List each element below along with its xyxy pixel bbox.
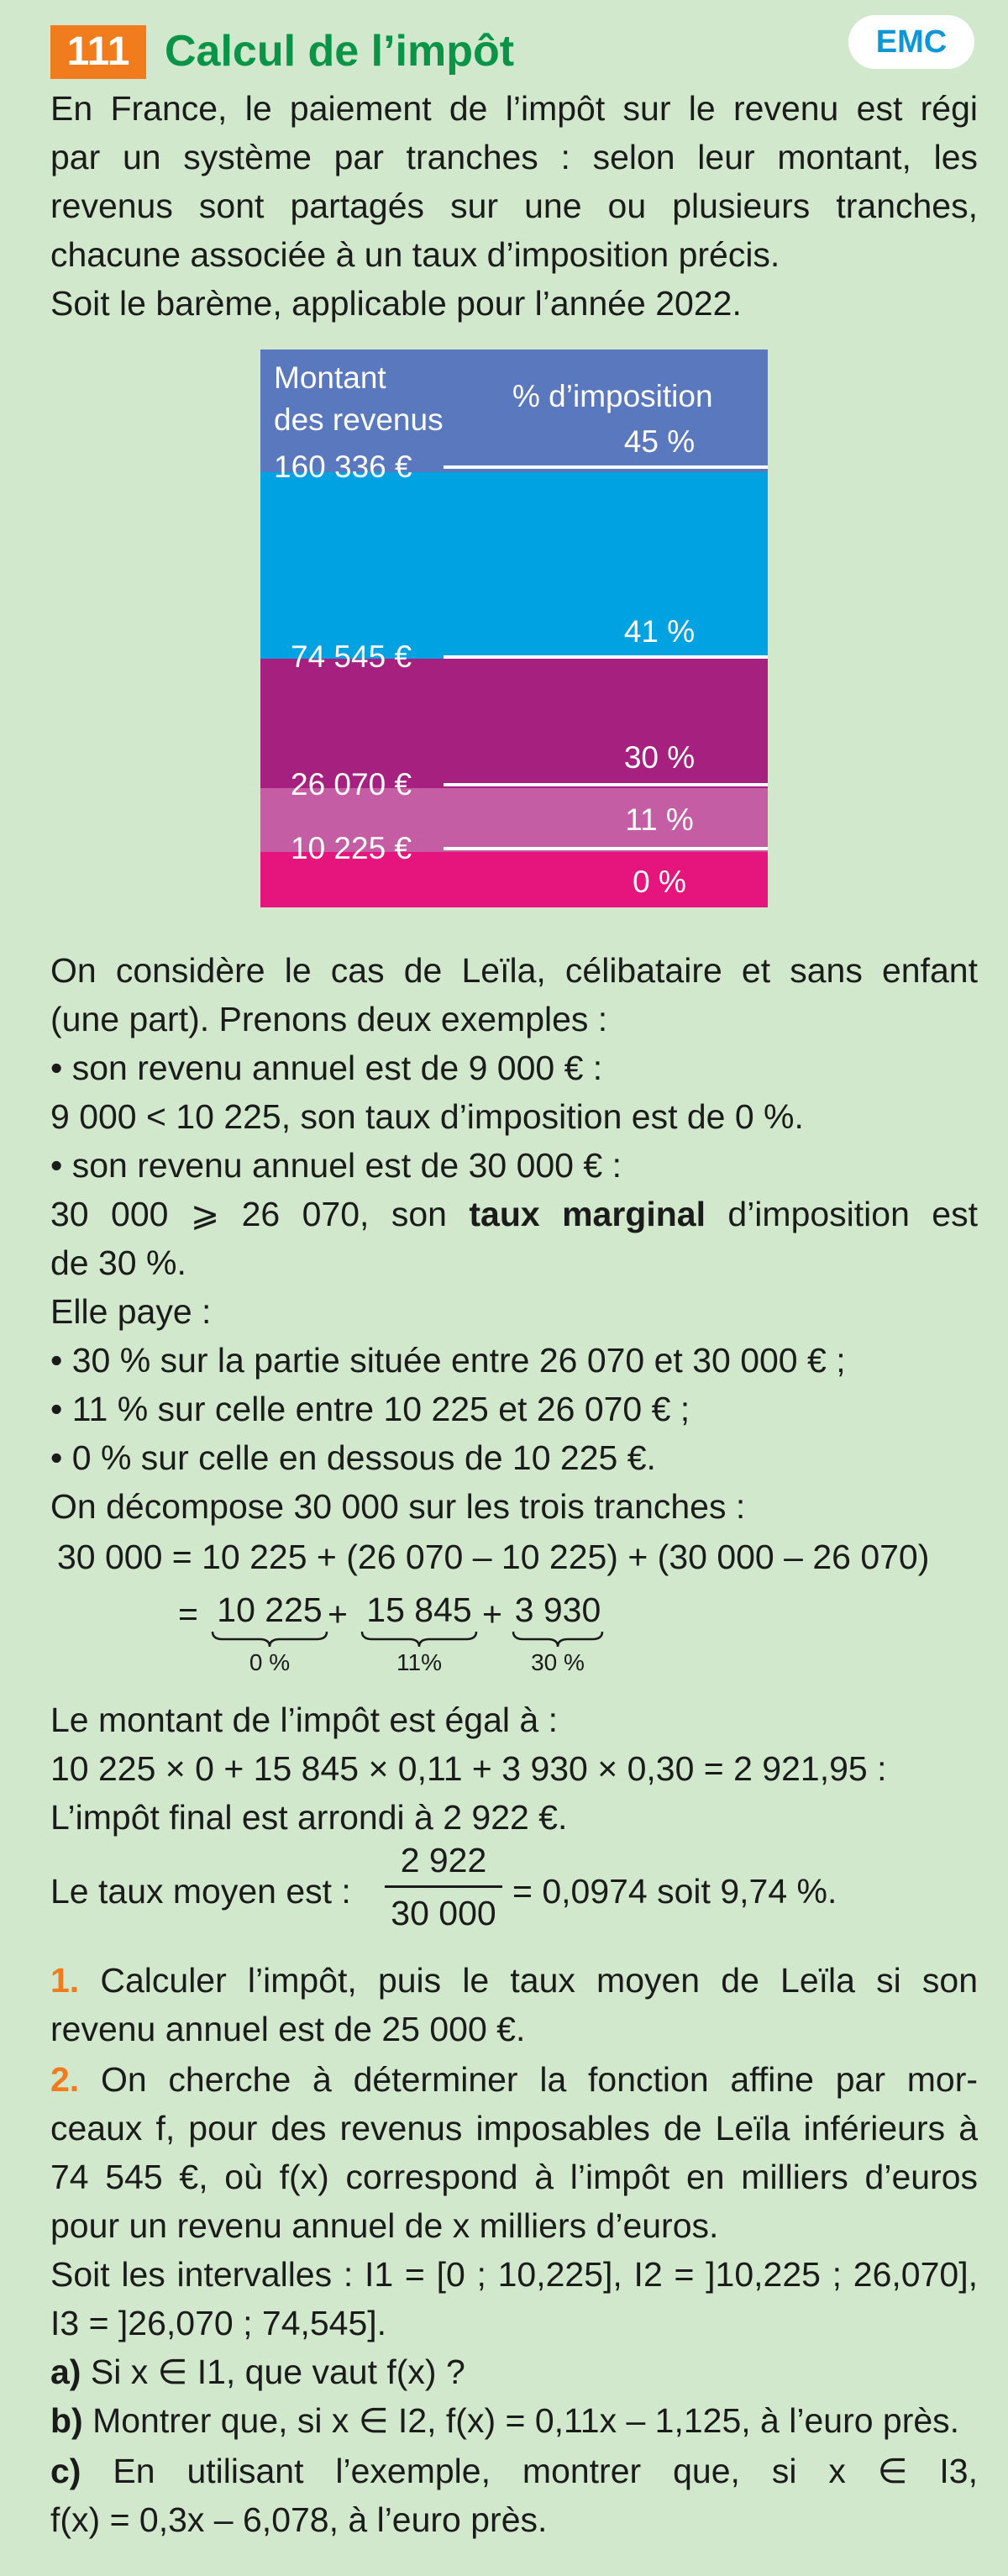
underbrace-icon xyxy=(512,1630,604,1648)
marginal-rate-term: taux marginal xyxy=(469,1195,706,1233)
example-line-3: • son revenu annuel est de 9 000 € : xyxy=(50,1049,603,1087)
rate-41: 41 % xyxy=(623,614,696,649)
rate-0: 0 % xyxy=(633,865,686,899)
question-2c-line-1: c) En utilisant l’exemple, montrer que, si x ∈ I3, xyxy=(50,2452,978,2490)
intro-line-3: revenus sont partagés sur une ou plusieurs tranches, xyxy=(50,187,978,225)
example-line-12: On décompose 30 000 sur les trois tranches : xyxy=(50,1487,746,1526)
threshold-line-3 xyxy=(444,783,768,786)
fraction-bar xyxy=(385,1885,502,1888)
example-line-6: 30 000 ⩾ 26 070, son taux marginal d’imposition est xyxy=(50,1195,978,1233)
intro-line-5: Soit le barème, applicable pour l’année 2022. xyxy=(50,284,742,323)
decomposition-equation: 30 000 = 10 225 + (26 070 – 10 225) + (30 000 – 26 070) xyxy=(57,1538,930,1576)
threshold-line-2 xyxy=(444,655,768,659)
question-2-line-5: Soit les intervalles : I1 = [0 ; 10,225], I2 = ]10,225 ; 26,070], xyxy=(50,2255,978,2294)
average-rate-fraction xyxy=(385,1838,502,1935)
intro-line-1: En France, le paiement de l’impôt sur le revenu est régi xyxy=(50,89,978,128)
question-2-line-3: 74 545 €, où f(x) correspond à l’impôt en milliers d’euros xyxy=(50,2158,978,2196)
plus-1: + xyxy=(328,1595,348,1633)
question-2-line-6: I3 = ]26,070 ; 74,545]. xyxy=(50,2304,387,2342)
example-line-5: • son revenu annuel est de 30 000 € : xyxy=(50,1146,622,1185)
question-2-line-4: pour un revenu annuel de x milliers d’euros. xyxy=(50,2206,719,2245)
term-30-percent: 3 930 30 % xyxy=(507,1590,608,1677)
header-amount-line-2: des revenus xyxy=(274,402,444,437)
emc-badge: EMC xyxy=(848,15,974,69)
question-2c-line-2: f(x) = 0,3x – 6,078, à l’euro près. xyxy=(50,2500,548,2539)
underbrace-icon xyxy=(211,1630,328,1648)
header-amount-line-1: Montant xyxy=(274,360,386,395)
question-2-line-1: 2. On cherche à déterminer la fonction affine par mor- xyxy=(50,2060,978,2099)
threshold-74545: 74 545 € xyxy=(291,639,412,674)
average-rate-label: Le taux moyen est : xyxy=(50,1872,351,1911)
threshold-line-1 xyxy=(444,465,768,469)
rate-45: 45 % xyxy=(623,424,696,459)
intro-line-4: chacune associée à un taux d’imposition précis. xyxy=(50,235,780,274)
example-line-4: 9 000 < 10 225, son taux d’imposition est de 0 %. xyxy=(50,1097,804,1136)
term-11-percent: 15 845 11% xyxy=(356,1590,482,1677)
underbrace-icon xyxy=(360,1630,478,1648)
fraction-denominator: 30 000 xyxy=(391,1894,496,1932)
question-1-line-2: revenu annuel est de 25 000 €. xyxy=(50,2010,526,2048)
threshold-26070: 26 070 € xyxy=(291,767,412,802)
tax-rounded: L’impôt final est arrondi à 2 922 €. xyxy=(50,1798,568,1837)
question-2a: a) Si x ∈ I1, que vaut f(x) ? xyxy=(50,2353,465,2391)
example-line-7: de 30 %. xyxy=(50,1243,186,1282)
example-line-2: (une part). Prenons deux exemples : xyxy=(50,1000,608,1038)
threshold-line-4 xyxy=(444,847,768,850)
threshold-160336: 160 336 € xyxy=(274,449,412,484)
rate-30: 30 % xyxy=(623,740,696,775)
plus-2: + xyxy=(482,1595,502,1633)
average-rate-result: = 0,0974 soit 9,74 %. xyxy=(512,1872,837,1911)
question-2-line-2: ceaux f, pour des revenus imposables de Leïla inférieurs à xyxy=(50,2109,978,2148)
decomposition-equals: = xyxy=(178,1595,198,1633)
brace-label-0: 0 % xyxy=(249,1649,291,1675)
term-0-percent: 10 225 0 % xyxy=(207,1590,333,1677)
brace-label-1: 11% xyxy=(396,1649,442,1675)
example-line-8: Elle paye : xyxy=(50,1292,212,1331)
header-rate: % d’imposition xyxy=(512,379,713,413)
tax-bracket-diagram xyxy=(260,350,768,907)
fraction-numerator: 2 922 xyxy=(400,1841,487,1879)
example-line-10: • 11 % sur celle entre 10 225 et 26 070 € ; xyxy=(50,1390,690,1428)
example-line-9: • 30 % sur la partie située entre 26 070 et 30 000 € ; xyxy=(50,1341,846,1380)
exercise-number-badge: 111 xyxy=(50,25,146,79)
intro-line-2: par un système par tranches : selon leur montant, les xyxy=(50,138,978,176)
tax-amount-line: Le montant de l’impôt est égal à : xyxy=(50,1701,558,1739)
brace-label-2: 30 % xyxy=(531,1649,585,1675)
question-1-line-1: 1. Calculer l’impôt, puis le taux moyen de Leïla si son xyxy=(50,1961,978,2000)
question-2b: b) Montrer que, si x ∈ I2, f(x) = 0,11x – 1,125, à l’euro près. xyxy=(50,2401,960,2440)
rate-11: 11 % xyxy=(625,802,694,837)
example-line-11: • 0 % sur celle en dessous de 10 225 €. xyxy=(50,1438,656,1477)
exercise-title: Calcul de l’impôt xyxy=(165,27,515,76)
tax-calculation: 10 225 × 0 + 15 845 × 0,11 + 3 930 × 0,30 = 2 921,95 : xyxy=(50,1749,887,1788)
threshold-10225: 10 225 € xyxy=(291,831,412,865)
example-line-1: On considère le cas de Leïla, célibataire et sans enfant xyxy=(50,951,978,990)
